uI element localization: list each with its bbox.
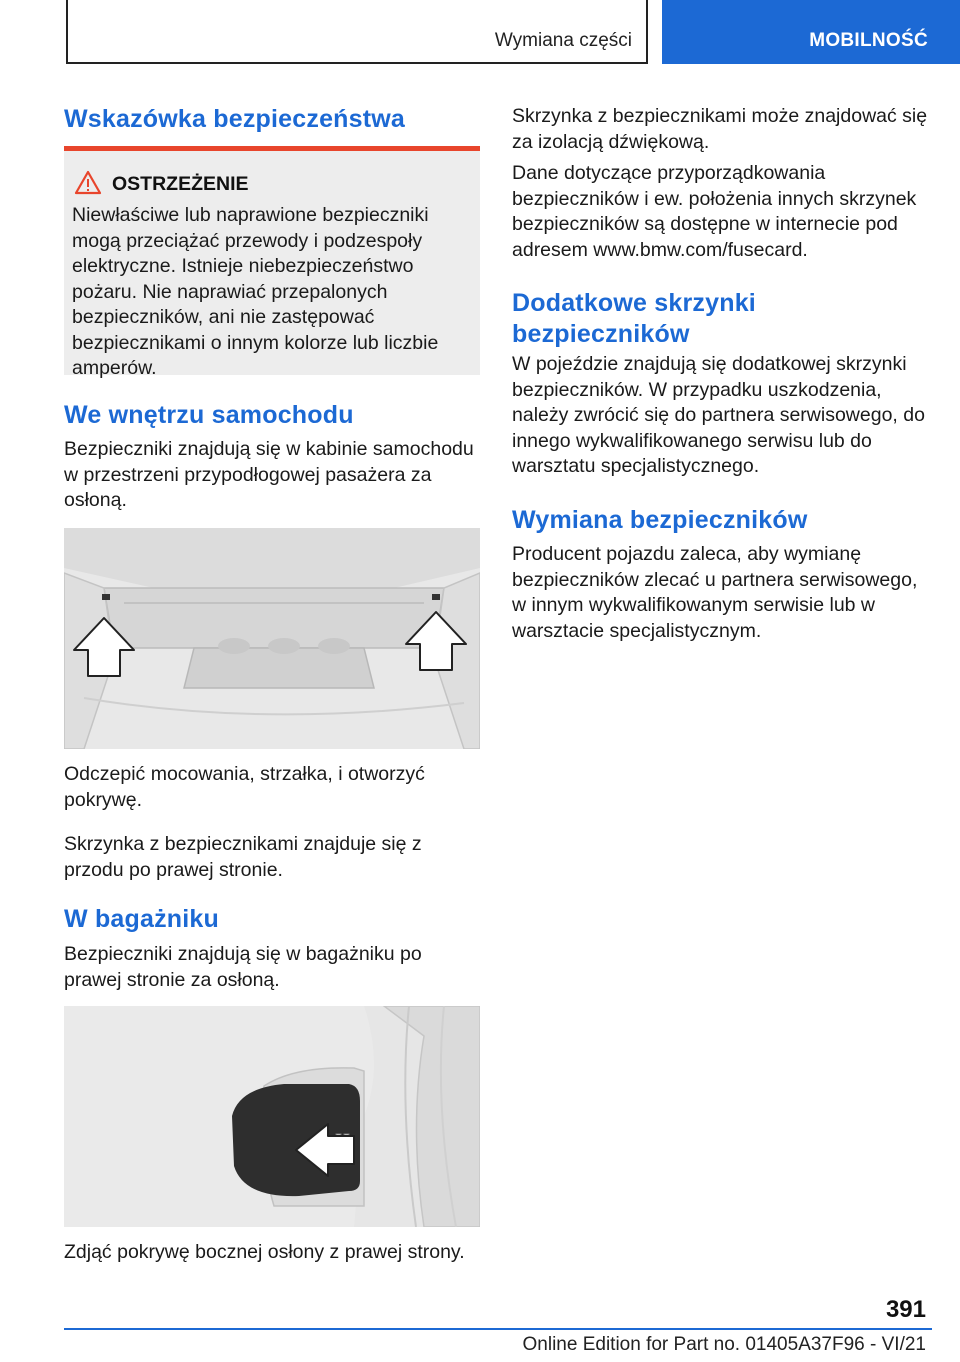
section-tab: [66, 0, 648, 64]
edition-note: Online Edition for Part no. 01405A37F96 - VI/21: [522, 1334, 926, 1355]
warning-title: OSTRZEŻENIE: [112, 173, 249, 195]
replace-heading: Wymiana bezpieczników: [512, 506, 808, 534]
warning-text: Niewłaściwe lub naprawione bezpieczniki mogą przeciążać przewody i podzespoły elektryczne. Istnieje niebezpieczeństwo pożaru. Nie naprawiać przepalonych bezpieczników, ani nie zastępować bezpiecznikami o innym kolorze lub liczbie amperów.: [72, 204, 439, 379]
chapter-tab: [662, 0, 960, 64]
trunk-heading: W bagażniku: [64, 905, 219, 933]
caption-1: Odczepić mocowania, strzałka, i otworzyć pokrywę.: [64, 763, 425, 811]
extra-fusebox-text: W pojeździe znajdują się dodatkowej skrzynki bezpieczników. W przypadku uszkodzenia, należy zwrócić się do partnera serwisowego, do innego wykwalifikowanego serwisu lub do warsztatu specjalistycznego.: [512, 353, 925, 477]
interior-text: Bezpieczniki znajdują się w kabinie samochodu w przestrzeni przypodłogowej pasażera za osłoną.: [64, 438, 474, 511]
warning-box: [64, 151, 480, 379]
extra-fusebox-heading: Dodatkowe skrzynki bezpieczników: [512, 289, 756, 348]
right-text-1: Skrzynka z bezpiecznikami może znajdować się za izolacją dźwiękową.: [512, 105, 928, 153]
right-text-2: Dane dotyczące przyporządkowania bezpieczników i ew. położenia innych skrzynek bezpieczników są dostępne w internecie pod adresem www.bmw.com/fusecard.: [512, 162, 917, 261]
page-number: 391: [885, 1296, 926, 1323]
interior-text-2: Skrzynka z bezpiecznikami znajduje się z przodu po prawej stronie.: [64, 833, 422, 881]
trunk-illustration: [64, 1006, 480, 1227]
interior-fusebox-image: [64, 528, 480, 749]
interior-heading: We wnętrzu samochodu: [64, 401, 354, 429]
chapter-title: MOBILNOŚĆ: [809, 30, 928, 51]
replace-text: Producent pojazdu zaleca, aby wymianę bezpieczników zlecać u partnera serwisowego, w innym wykwalifikowanym serwisie lub w warsztacie specjalistycznym.: [512, 543, 918, 642]
trunk-text: Bezpieczniki znajdują się w bagażniku po prawej stronie za osłoną.: [64, 943, 422, 991]
caption-2: Zdjąć pokrywę bocznej osłony z prawej strony.: [64, 1241, 465, 1263]
footer-divider: [64, 1328, 932, 1330]
page-header: [0, 0, 960, 66]
interior-illustration: [64, 528, 480, 749]
trunk-fusebox-image: [64, 1006, 480, 1227]
warning-triangle-icon: [74, 170, 102, 195]
section-title: Wymiana części: [494, 30, 632, 51]
safety-heading: Wskazówka bezpieczeństwa: [64, 105, 406, 133]
